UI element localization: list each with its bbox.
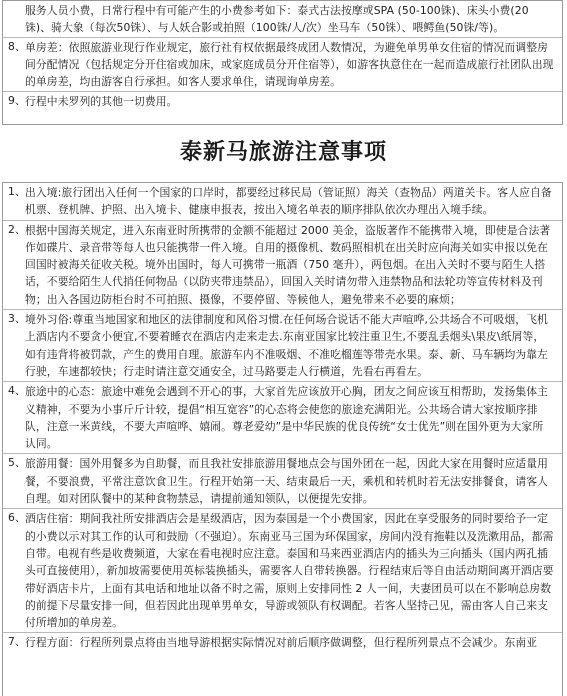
item-text: 行程中未罗列的其他一切费用。 xyxy=(25,95,178,108)
item-number: 9、 xyxy=(8,94,26,107)
item-text: 根据中国海关规定，进入东南亚时所携带的金额不能超过 2000 美金，盗版著作不能携带入境，即使是合法著作如碟片、录音带等每人也只能携带一件入境。自用的摄像机、数码照相机在出关时应向海关如实申报以免在回国时被海关征收关税。境外出国时，每人可携带一瓶酒（750 毫升），两包烟。在出入关时不要与陌生人搭话，不要给陌生人代捎任何物品（以防夹带违禁品），回国入关时请勿带入违禁物品和法轮功等宣传材料及刊物；出入各国边防柜台时不可拍照、摄像，不要停留、等候他人，避免带来不必要的麻烦； xyxy=(25,223,551,306)
item-number: 8、 xyxy=(8,40,26,53)
note-item-customs-local xyxy=(3,310,562,382)
note-item-border xyxy=(3,183,562,221)
item-text: 单房差：依照旅游业现行作业规定，旅行社有权依据最终成团人数情况，为避免单男单女住宿的情况而调整房间分配情况（包括规定分开住宿或加床，或家庭成员分开住宿等），如游客执意住在一起而造成旅行社团队出现的单房差，均由游客自行承担。如客人要求单住，请现询单房差。 xyxy=(25,41,554,88)
item-number: 1、 xyxy=(8,185,26,198)
item-number: 2、 xyxy=(8,222,26,236)
section-title: 泰新马旅游注意事项 xyxy=(179,140,387,165)
fee-item-other xyxy=(3,92,562,111)
item-text: 旅途中的心态：旅途中难免会遇到不开心的事，大家首先应该放开心胸，团友之间应该互相帮助，发扬集体主义精神，不要为小事斤斤计较，提倡“相互宽容”的心态将会使您的旅途充满阳光。公共场合请大家按顺序排队，注意一米黄线，不要大声喧哗、嬉闹。尊老爱幼”是中华民族的优良传统“女士优先”则在国外更为大家所认同。 xyxy=(25,385,549,451)
fee-list-box xyxy=(2,0,563,125)
item-text: 服务人员小费，日常行程中有可能产生的小费参考如下：泰式古法按摩或SPA (50-100铢)、床头小费(20铢)、骑大象（每次50铢）、与人妖合影或拍照（100铢/人/次）坐马车（50铢）、喂鳄鱼(50铢/等)。 xyxy=(25,4,529,34)
item-number: 3、 xyxy=(8,312,26,326)
note-item-itinerary xyxy=(3,633,562,652)
item-text: 行程方面：行程所列景点将由当地导游根据实际情况对前后顺序做调整，但行程所列景点不会减少。东南亚 xyxy=(25,636,538,650)
notes-list-box xyxy=(2,182,563,696)
item-text: 酒店住宿：期间我社所安排酒店会是星级酒店，因为泰国是一个小费国家，因此在享受服务的同时要给予一定的小费以示对其工作的认可和鼓励（不强迫）。东南亚马三国为环保国家，房间内没有拖鞋以及洗漱用品，都需自带。电视有些是收费频道，大家在看电视时应注意。泰国和马来西亚酒店内的插头为三向插头（国内两孔插头可直接使用），新加坡需要使用英标装换插头，需要客人自带转换器。行程结束后等自由活动期间离开酒店要带好酒店卡片，上面有其电话和地址以备不时之需，原则上安排同性 2 人一间，夫妻团员可以在不影响总房数的前提下尽量安排一间，但若因此出现单男单女，导游或领队有权调配。若客人坚持己见，需由客人自己来支付所增加的单房差。 xyxy=(25,512,554,630)
item-number: 4、 xyxy=(8,384,26,398)
note-item-meals xyxy=(3,454,562,509)
note-item-mindset xyxy=(3,382,562,454)
note-item-customs xyxy=(3,221,562,310)
item-text: 出入境:旅行团出入任何一个国家的口岸时，都要经过移民局（管证照）海关（查物品）两道关卡。客人应自备机票、登机牌、护照、出入境卡、健康申报表，按出入境名单表的顺序排队依次办理出入境手续。 xyxy=(25,186,552,217)
note-item-hotel xyxy=(3,509,562,633)
fee-item-single-room xyxy=(3,38,562,92)
item-number: 5、 xyxy=(8,456,26,470)
item-text: 境外习俗:尊重当地国家和地区的法律制度和风俗习惯.在任何场合说话不能大声喧哗,公共场合不可吸烟，飞机上酒店内不要贪小便宜,不要着睡衣在酒店内走来走去.东南亚国家比较注重卫生,不要乱丢烟头\果皮\纸屑等，如有违背将被罚款，产生的费用自理。旅游车内不准吸烟、不准吃榴莲等带壳水果。泰、新、马车辆均为靠左行驶，车速都较快；行走时请注意交通安全，过马路要走人行横道，先看右再看左。 xyxy=(25,313,549,378)
item-number: 6、 xyxy=(8,511,26,525)
fee-item-tips xyxy=(3,1,562,38)
item-text: 旅游用餐：国外用餐多为自助餐，而且我社安排旅游用餐地点会与国外团在一起，因此大家在用餐时应适量用餐，不要浪费，平常注意饮食卫生。行程开始第一天、结束最后一天，乘机和转机时若无法安排餐食，请客人自理。如对团队餐中的某种食物禁忌，请提前通知领队，以便提先安排。 xyxy=(25,457,549,506)
item-number: 7、 xyxy=(8,635,26,649)
